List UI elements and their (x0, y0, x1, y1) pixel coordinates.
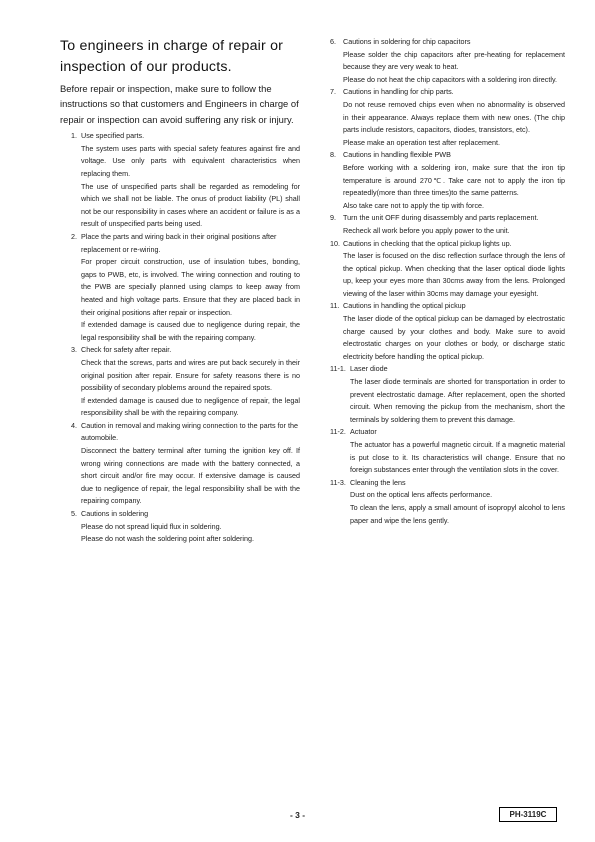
item-body (350, 363, 565, 426)
item-paragraph: The use of unspecified parts shall be regarded as remodeling for which we shall not be liable. The onus of product liability (PL) shall not be our responsibility in cases where an accident or failure is as a result of unspecified parts being used. (81, 181, 300, 229)
item-number: 9. (330, 213, 336, 223)
item-paragraph: The system uses parts with special safety features against fire and voltage. Use only parts with equivalent characteristics when replacing them. (81, 143, 300, 178)
item-paragraph: To clean the lens, apply a small amount of isopropyl alcohol to lens paper and wipe the lens gently. (350, 502, 565, 525)
item-paragraph: If extended damage is caused due to negligence of repair, the legal responsibility shall be with the repairing company. (81, 395, 300, 418)
item-body (343, 212, 565, 237)
item-number: 8. (330, 150, 336, 160)
caution-item (330, 212, 565, 237)
item-paragraph: Check that the screws, parts and wires are put back securely in their original position after repair. Ensure for safety reasons there is no possibility of secondary ploblems around the repaired spots. (81, 357, 300, 393)
item-paragraph: Dust on the optical lens affects performance. (350, 490, 493, 500)
item-heading: Laser diode (350, 364, 388, 374)
item-number: 1. (71, 131, 77, 141)
item-paragraph: The actuator has a powerful magnetic circuit. If a magnetic material is put close to it. Its characteristics will change. Ensure that no foreign substances enter through the ventilation slots in the cover. (350, 440, 565, 475)
item-heading: Cautions in handling flexible PWB (343, 150, 451, 160)
item-heading: Cautions in soldering for chip capacitors (343, 37, 471, 46)
caution-item (330, 300, 565, 363)
item-paragraph: Also take care not to apply the tip with force. (343, 200, 485, 210)
item-paragraph: The laser diode of the optical pickup can be damaged by electrostatic charge caused by your clothes and body. Make sure to avoid electrostatic charges on your clothes or body, or discharge static electricity before handling the optical pickup. (343, 314, 565, 361)
caution-item (330, 86, 565, 149)
item-heading: Cautions in soldering (81, 509, 149, 519)
item-heading: Cautions in handling for chip parts. (343, 87, 454, 97)
caution-item (60, 231, 300, 344)
item-heading: Turn the unit OFF during disassembly and parts replacement. (343, 213, 539, 223)
item-heading: Place the parts and wiring back in their original positions after replacement or re-wiring. (81, 231, 277, 254)
item-paragraph: Please do not wash the soldering point after soldering. (81, 534, 255, 544)
item-number: 11-3. (330, 477, 346, 487)
item-body (81, 130, 300, 231)
item-number: 5. (71, 509, 77, 519)
item-number: 3. (71, 345, 77, 355)
item-body (343, 149, 565, 212)
caution-item (330, 36, 565, 86)
item-number: 11-1. (330, 364, 346, 374)
item-paragraph: The laser is focused on the disc reflection surface through the lens of the optical pickup. When checking that the laser optical diode lights up, keep your eyes more than 30cms away from the lens. Prolonged viewing of the laser within 30cms may damage your eyesight. (343, 251, 565, 298)
left-caution-list (60, 130, 300, 546)
caution-item (60, 344, 300, 420)
item-number: 11-2. (330, 427, 346, 437)
item-paragraph: Before working with a soldering iron, make sure that the iron tip temperature is around 270℃. Take care not to apply the iron tip repeatedly(more than three times)to the same patterns. (343, 162, 565, 198)
right-caution-list (330, 36, 565, 527)
item-body (343, 300, 565, 363)
item-paragraph: Please solder the chip capacitors after pre-heating for replacement because they are very weak to heat. (343, 49, 565, 72)
caution-item (330, 477, 565, 527)
item-heading: Caution in removal and making wiring connection to the parts for the automobile. (81, 420, 298, 443)
item-paragraph: Please make an operation test after replacement. (343, 137, 501, 147)
item-body (350, 426, 565, 476)
caution-item (330, 238, 565, 301)
page-number: - 3 - (289, 810, 306, 820)
item-number: 7. (330, 87, 336, 97)
item-heading: Check for safety after repair. (81, 345, 172, 355)
item-heading: Use specified parts. (81, 131, 145, 141)
item-body (343, 238, 565, 301)
item-heading: Cautions in checking that the optical pickup lights up. (343, 238, 512, 248)
caution-item (60, 508, 300, 546)
item-body (81, 231, 300, 344)
item-paragraph: If extended damage is caused due to negligence during repair, the legal responsibility shall be with the repairing company. (81, 320, 300, 342)
intro-paragraph: Before repair or inspection, make sure to follow the instructions so that customers and Engineers in charge of repair or inspection can avoid suffering any risk or injury. (60, 83, 299, 125)
item-paragraph: Please do not spread liquid flux in soldering. (81, 521, 222, 531)
item-heading: Actuator (350, 427, 377, 437)
caution-item (330, 363, 565, 426)
item-body (81, 420, 300, 508)
item-body (81, 344, 300, 420)
caution-item (60, 130, 300, 231)
item-heading: Cleaning the lens (350, 477, 406, 487)
item-body (81, 508, 300, 546)
item-paragraph: For proper circuit construction, use of insulation tubes, bonding, gaps to PWB, etc, is involved. The wiring connection and routing to the PWB are specially planned using clamps to keep away from heated and high voltage parts. Ensure that they are placed back in their original positions after repair or inspection. (81, 257, 300, 317)
item-paragraph: Recheck all work before you apply power to the unit. (343, 225, 510, 235)
item-number: 2. (71, 231, 77, 241)
item-paragraph: Do not reuse removed chips even when no abnormality is observed in their appearance. Always replace them with new ones. (The chip parts include resistors, capacitors, diodes, transistors, etc). (343, 99, 565, 135)
item-paragraph: Please do not heat the chip capacitors with a soldering iron directly. (343, 74, 558, 84)
item-number: 11. (330, 301, 340, 311)
item-heading: Cautions in handling the optical pickup (343, 301, 466, 311)
item-body (343, 36, 565, 86)
item-body (350, 477, 565, 527)
document-code-box: PH-3119C (499, 807, 557, 822)
caution-item (60, 420, 300, 508)
caution-item (330, 149, 565, 212)
page-title: To engineers in charge of repair or inspection of our products. (60, 38, 284, 75)
item-paragraph: Disconnect the battery terminal after turning the ignition key off. If wrong wiring connections are made with the battery connected, a short circuit and/or fire may occur. If extensive damage is caused due to negligence of repair, the legal responsibility shall be with the repairing company. (81, 446, 300, 506)
item-body (343, 86, 565, 149)
item-number: 6. (330, 37, 336, 46)
item-number: 4. (71, 420, 77, 430)
item-paragraph: The laser diode terminals are shorted for transportation in order to prevent electrostatic damage. After replacement, open the shorted circuit. When removing the pickup from the mechanism, short the terminals by soldering them to prevent this damage. (350, 377, 565, 424)
right-column (330, 36, 565, 527)
left-column (60, 36, 300, 546)
item-number: 10. (330, 238, 340, 248)
caution-item (330, 426, 565, 476)
